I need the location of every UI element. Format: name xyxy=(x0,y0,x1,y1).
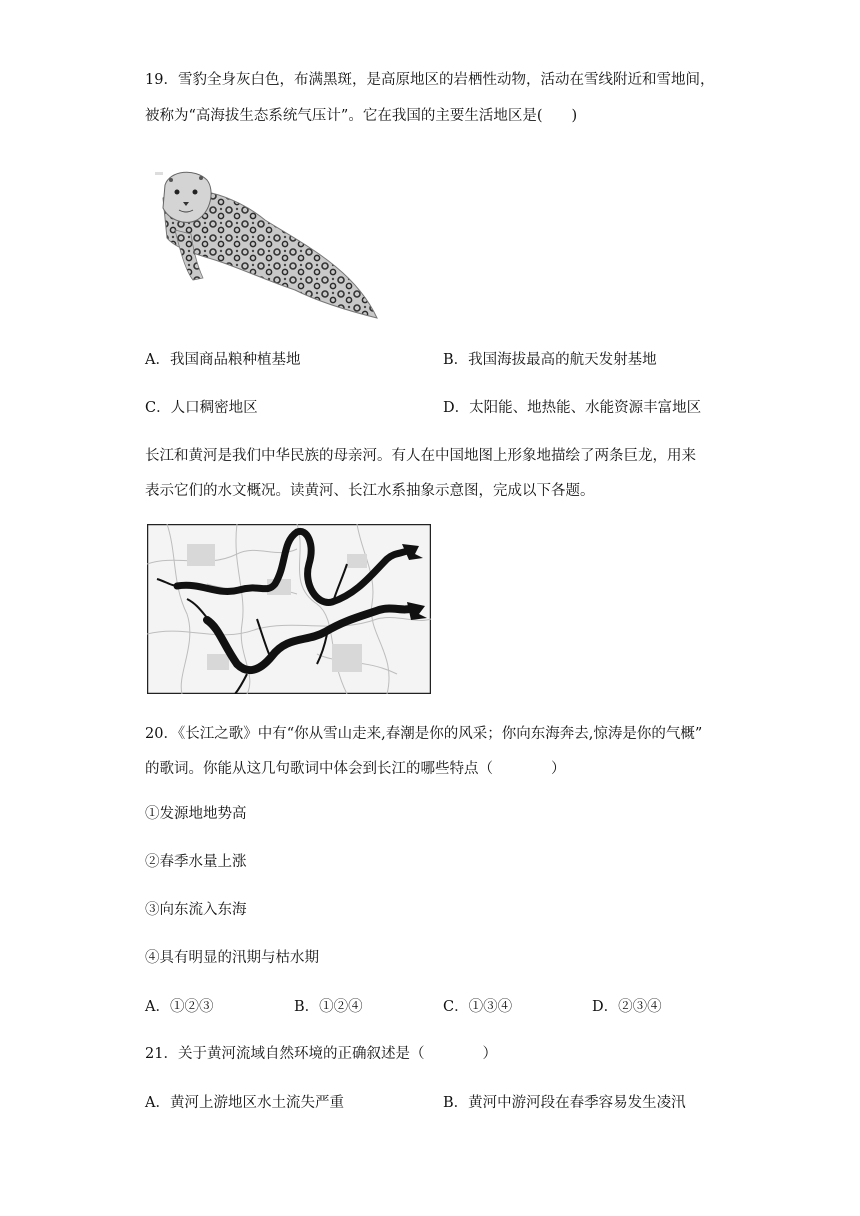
q20-item-4: ④具有明显的汛期与枯水期 xyxy=(145,950,319,966)
q20-stem-line1: 20．《长江之歌》中有“你从雪山走来,春潮是你的风采；你向东海奔去,惊涛是你的气概” xyxy=(145,726,703,742)
q20-item-1: ①发源地地势高 xyxy=(145,806,247,822)
q21-stem: 21．关于黄河流域自然环境的正确叙述是（ ） xyxy=(145,1046,497,1062)
q20-item-3: ③向东流入东海 xyxy=(145,902,247,918)
q21-option-a[interactable]: A．黄河上游地区水土流失严重 xyxy=(145,1095,344,1111)
intro-line2: 表示它们的水文概况。读黄河、长江水系抽象示意图，完成以下各题。 xyxy=(145,483,595,499)
intro-line1: 长江和黄河是我们中华民族的母亲河。有人在中国地图上形象地描绘了两条巨龙，用来 xyxy=(145,448,696,464)
q20-option-a[interactable]: A．①②③ xyxy=(145,999,214,1015)
q20-option-b[interactable]: B．①②④ xyxy=(294,999,363,1015)
q20-stem-line2: 的歌词。你能从这几句歌词中体会到长江的哪些特点（ ） xyxy=(145,761,566,777)
q19-option-d[interactable]: D．太阳能、地热能、水能资源丰富地区 xyxy=(443,400,702,416)
q19-stem-line1: 19．雪豹全身灰白色，布满黑斑，是高原地区的岩栖性动物，活动在雪线附近和雪地间， xyxy=(145,72,715,88)
q19-option-c[interactable]: C．人口稠密地区 xyxy=(145,400,258,416)
q20-option-c[interactable]: C．①③④ xyxy=(443,999,513,1015)
q20-option-d[interactable]: D．②③④ xyxy=(592,999,662,1015)
snow-leopard-image xyxy=(145,150,385,325)
q21-option-b[interactable]: B．黄河中游河段在春季容易发生凌汛 xyxy=(443,1095,686,1111)
river-dragon-map xyxy=(147,524,431,694)
q19-stem-line2: 被称为“高海拔生态系统气压计”。它在我国的主要生活地区是( ) xyxy=(145,108,578,124)
q19-option-b[interactable]: B．我国海拔最高的航天发射基地 xyxy=(443,352,657,368)
q20-item-2: ②春季水量上涨 xyxy=(145,854,247,870)
q19-option-a[interactable]: A．我国商品粮种植基地 xyxy=(145,352,301,368)
